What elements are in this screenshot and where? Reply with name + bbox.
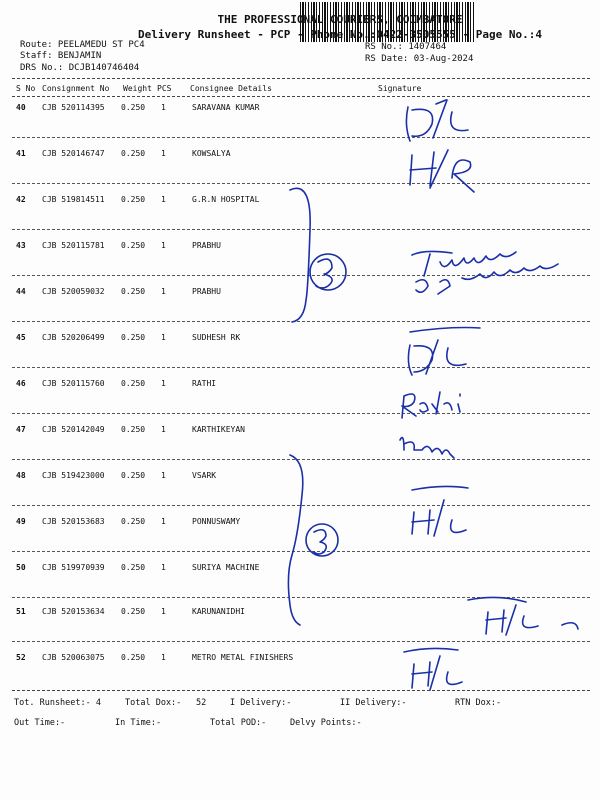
runsheet-subtitle: Delivery Runsheet - PCP - Phone No.:0422-3505555 - Page No.:4 bbox=[138, 28, 542, 41]
row-consignment: CJB 520206499 bbox=[42, 333, 105, 342]
row-consignee: KARUNANIDHI bbox=[192, 607, 245, 616]
row-pcs: 1 bbox=[161, 195, 166, 204]
row-sno: 44 bbox=[16, 287, 26, 296]
row-weight: 0.250 bbox=[121, 471, 146, 480]
row-pcs: 1 bbox=[161, 607, 166, 616]
row-pcs: 1 bbox=[161, 287, 166, 296]
row-weight: 0.250 bbox=[121, 333, 146, 342]
row-sno: 46 bbox=[16, 379, 26, 388]
signature-47 bbox=[400, 438, 454, 458]
count-mark-1 bbox=[316, 259, 332, 288]
row-consignment: CJB 520059032 bbox=[42, 287, 105, 296]
row-sno: 42 bbox=[16, 195, 26, 204]
row-consignee: RATHI bbox=[192, 379, 217, 388]
row-pcs: 1 bbox=[161, 379, 166, 388]
route-label: Route: PEELAMEDU ST PC4 bbox=[20, 40, 145, 50]
row-weight: 0.250 bbox=[121, 563, 146, 572]
signature-51 bbox=[468, 597, 578, 635]
row-pcs: 1 bbox=[161, 425, 166, 434]
staff-label: Staff: BENJAMIN bbox=[20, 51, 102, 61]
row-pcs: 1 bbox=[161, 241, 166, 250]
row-consignment: CJB 520063075 bbox=[42, 653, 105, 662]
row-consignment: CJB 520153683 bbox=[42, 517, 105, 526]
signature-49 bbox=[412, 486, 468, 536]
row-consignment: CJB 520146747 bbox=[42, 149, 105, 158]
row-consignment: CJB 520115760 bbox=[42, 379, 105, 388]
signature-45 bbox=[408, 328, 480, 376]
company-title: THE PROFESSIONAL COURIERS, COIMBATORE bbox=[217, 13, 463, 26]
row-consignee: KARTHIKEYAN bbox=[192, 425, 245, 434]
row-sno: 52 bbox=[16, 653, 26, 662]
drs-label: DRS No.: DCJB140746404 bbox=[20, 63, 140, 73]
row-consignment: CJB 519814511 bbox=[42, 195, 105, 204]
in-time: In Time:- bbox=[115, 718, 162, 728]
row-weight: 0.250 bbox=[121, 149, 146, 158]
row-pcs: 1 bbox=[161, 471, 166, 480]
delvy-points: Delvy Points:- bbox=[290, 718, 362, 728]
row-pcs: 1 bbox=[161, 333, 166, 342]
signature-44 bbox=[416, 264, 558, 294]
row-pcs: 1 bbox=[161, 103, 166, 112]
bracket-1 bbox=[290, 188, 310, 322]
row-sno: 45 bbox=[16, 333, 26, 342]
row-sno: 48 bbox=[16, 471, 26, 480]
total-dox-label: Total Dox:- bbox=[125, 698, 182, 708]
row-sno: 40 bbox=[16, 103, 26, 112]
row-sno: 49 bbox=[16, 517, 26, 526]
tot-runsheet: Tot. Runsheet:- 4 bbox=[14, 698, 101, 708]
row-consignee: KOWSALYA bbox=[192, 149, 231, 158]
row-sno: 47 bbox=[16, 425, 26, 434]
row-consignee: PONNUSWAMY bbox=[192, 517, 241, 526]
row-consignee: G.R.N HOSPITAL bbox=[192, 195, 260, 204]
row-pcs: 1 bbox=[161, 653, 166, 662]
ii-delivery: II Delivery:- bbox=[340, 698, 407, 708]
signature-40 bbox=[406, 100, 468, 141]
row-weight: 0.250 bbox=[121, 103, 146, 112]
signature-52 bbox=[404, 648, 462, 690]
total-pod: Total POD:- bbox=[210, 718, 267, 728]
row-pcs: 1 bbox=[161, 517, 166, 526]
count-mark-2 bbox=[314, 530, 326, 554]
out-time: Out Time:- bbox=[14, 718, 66, 728]
row-consignee: VSARK bbox=[192, 471, 217, 480]
row-sno: 41 bbox=[16, 149, 26, 158]
row-consignment: CJB 520114395 bbox=[42, 103, 105, 112]
row-consignee: METRO METAL FINISHERS bbox=[192, 653, 294, 662]
row-consignment: CJB 520115781 bbox=[42, 241, 105, 250]
col-sno: S No bbox=[16, 84, 36, 93]
row-consignment: CJB 519970939 bbox=[42, 563, 105, 572]
row-pcs: 1 bbox=[161, 149, 166, 158]
row-consignee: SARAVANA KUMAR bbox=[192, 103, 260, 112]
row-weight: 0.250 bbox=[121, 379, 146, 388]
col-signature: Signature bbox=[378, 84, 422, 93]
row-consignee: SUDHESH RK bbox=[192, 333, 241, 342]
row-weight: 0.250 bbox=[121, 241, 146, 250]
row-weight: 0.250 bbox=[121, 287, 146, 296]
row-pcs: 1 bbox=[161, 563, 166, 572]
col-consignee: Consignee Details bbox=[190, 84, 272, 93]
row-weight: 0.250 bbox=[121, 607, 146, 616]
rtn-dox: RTN Dox:- bbox=[455, 698, 502, 708]
row-sno: 43 bbox=[16, 241, 26, 250]
signature-46 bbox=[402, 392, 460, 418]
row-consignment: CJB 520153634 bbox=[42, 607, 105, 616]
row-consignee: PRABHU bbox=[192, 287, 221, 296]
col-pcs: PCS bbox=[157, 84, 172, 93]
row-consignee: PRABHU bbox=[192, 241, 221, 250]
row-consignment: CJB 519423000 bbox=[42, 471, 105, 480]
total-dox-value: 52 bbox=[196, 698, 207, 708]
row-sno: 51 bbox=[16, 607, 26, 616]
row-weight: 0.250 bbox=[121, 653, 146, 662]
signature-41 bbox=[410, 150, 474, 192]
row-weight: 0.250 bbox=[121, 195, 146, 204]
rs-no-label: RS No.: 1407464 bbox=[365, 42, 447, 52]
row-weight: 0.250 bbox=[121, 517, 146, 526]
bracket-2 bbox=[288, 455, 302, 625]
i-delivery: I Delivery:- bbox=[230, 698, 292, 708]
row-sno: 50 bbox=[16, 563, 26, 572]
rs-date-label: RS Date: 03-Aug-2024 bbox=[365, 54, 474, 64]
col-weight: Weight bbox=[123, 84, 152, 93]
row-consignee: SURIYA MACHINE bbox=[192, 563, 260, 572]
signature-43 bbox=[412, 251, 516, 276]
row-weight: 0.250 bbox=[121, 425, 146, 434]
row-consignment: CJB 520142049 bbox=[42, 425, 105, 434]
col-consignment: Consignment No bbox=[42, 84, 110, 93]
